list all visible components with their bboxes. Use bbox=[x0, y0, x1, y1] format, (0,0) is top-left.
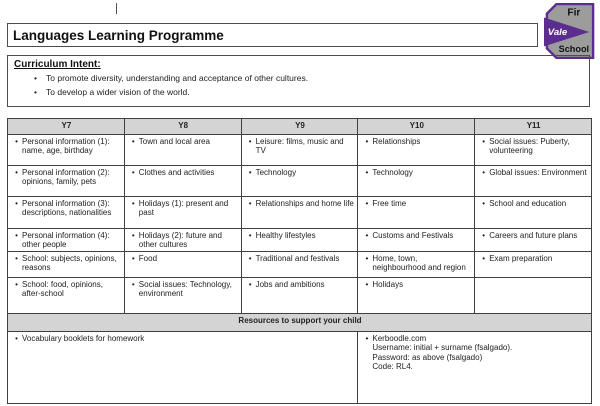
topic-cell: • Social issues: Puberty, volunteering bbox=[475, 135, 592, 166]
topic-row bbox=[8, 166, 592, 197]
topic-cell: • Technology bbox=[358, 166, 475, 197]
topic-cell: • Relationships bbox=[358, 135, 475, 166]
topic-cell: • Free time bbox=[358, 197, 475, 229]
topic-cell: • Social issues: Technology, environment bbox=[124, 277, 241, 313]
curriculum-intent-heading: Curriculum Intent: bbox=[14, 59, 101, 70]
topic-cell: • Personal information (1): name, age, birthday bbox=[8, 135, 125, 166]
text-cursor-artifact bbox=[116, 3, 117, 14]
kerboodle-code: Code: RL4. bbox=[372, 362, 413, 372]
document-title-box bbox=[7, 23, 538, 47]
topic-cell: • Personal information (4): other people bbox=[8, 229, 125, 252]
topic-cell-empty bbox=[475, 277, 592, 313]
topic-cell: • Careers and future plans bbox=[475, 229, 592, 252]
curriculum-bullet bbox=[34, 73, 583, 84]
topic-cell: • Holidays bbox=[358, 277, 475, 313]
curriculum-bullet bbox=[34, 87, 583, 98]
topic-row bbox=[8, 251, 592, 277]
year-header-y9: Y9 bbox=[241, 119, 358, 135]
topic-cell: • Holidays (1): present and past bbox=[124, 197, 241, 229]
year-header-y10: Y10 bbox=[358, 119, 475, 135]
topic-cell: • Healthy lifestyles bbox=[241, 229, 358, 252]
topic-row bbox=[8, 229, 592, 252]
topic-cell: • Jobs and ambitions bbox=[241, 277, 358, 313]
topic-cell: • Personal information (2): opinions, family, pets bbox=[8, 166, 125, 197]
topic-cell: • Town and local area bbox=[124, 135, 241, 166]
topic-cell: • School: food, opinions, after-school bbox=[8, 277, 125, 313]
logo-text-fir: Fir bbox=[567, 7, 581, 19]
resources-row bbox=[8, 331, 592, 403]
curriculum-bullet-text: • To promote diversity, understanding and acceptance of other cultures. bbox=[46, 73, 309, 83]
year-header-y7: Y7 bbox=[8, 119, 125, 135]
logo-text-school: School bbox=[558, 44, 590, 55]
fir-vale-school-logo bbox=[544, 3, 596, 59]
topic-cell: • Technology bbox=[241, 166, 358, 197]
topic-cell: • School and education bbox=[475, 197, 592, 229]
topic-cell: • School: subjects, opinions, reasons bbox=[8, 251, 125, 277]
topic-cell: • Personal information (3): descriptions, nationalities bbox=[8, 197, 125, 229]
topic-cell: • Holidays (2): future and other cultures bbox=[124, 229, 241, 252]
kerboodle-link-text: • Kerboodle.com bbox=[372, 333, 427, 343]
kerboodle-password: Password: as above (fsalgado) bbox=[372, 352, 483, 362]
topic-cell: • Traditional and festivals bbox=[241, 251, 358, 277]
programme-table bbox=[7, 118, 592, 404]
topic-cell: • Clothes and activities bbox=[124, 166, 241, 197]
topic-cell: • Customs and Festivals bbox=[358, 229, 475, 252]
topic-cell: • Home, town, neighbourhood and region bbox=[358, 251, 475, 277]
topic-cell: • Leisure: films, music and TV bbox=[241, 135, 358, 166]
year-header-y8: Y8 bbox=[124, 119, 241, 135]
topic-cell: • Relationships and home life bbox=[241, 197, 358, 229]
topic-row bbox=[8, 135, 592, 166]
topic-cell: • Global issues: Environment bbox=[475, 166, 592, 197]
resources-left-text: • Vocabulary booklets for homework bbox=[22, 333, 145, 343]
resources-cell-right bbox=[358, 331, 592, 403]
year-header-y11: Y11 bbox=[475, 119, 592, 135]
topic-cell: • Exam preparation bbox=[475, 251, 592, 277]
resources-cell-left bbox=[8, 331, 358, 403]
topic-cell: • Food bbox=[124, 251, 241, 277]
resources-heading: Resources to support your child bbox=[8, 313, 592, 331]
curriculum-bullet-text: • To develop a wider vision of the world. bbox=[46, 86, 190, 97]
resources-header-row bbox=[8, 313, 592, 331]
page-title: Languages Learning Programme bbox=[13, 27, 224, 43]
year-header-row bbox=[8, 119, 592, 135]
logo-text-vale: Vale bbox=[547, 26, 568, 38]
curriculum-intent-box bbox=[7, 55, 590, 107]
topic-row bbox=[8, 197, 592, 229]
kerboodle-username: Username: initial + surname (fsalgado). bbox=[372, 343, 513, 353]
topic-row bbox=[8, 277, 592, 313]
